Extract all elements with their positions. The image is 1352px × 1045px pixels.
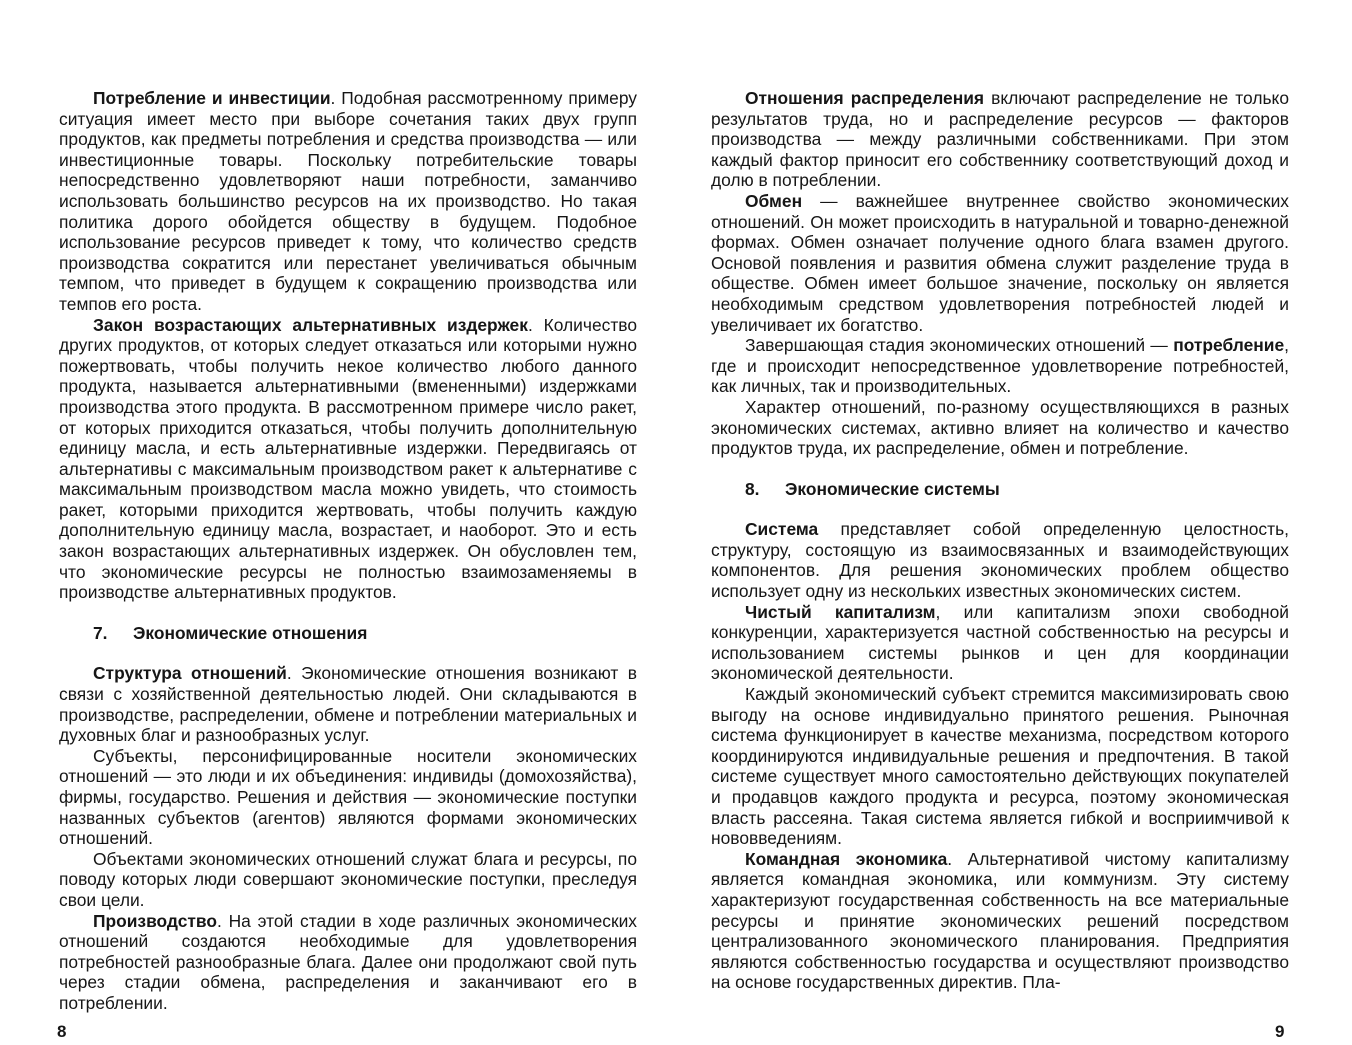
paragraph-consumption-investment <box>59 88 637 315</box>
term-system: Система <box>745 519 819 540</box>
paragraph-text: включают распределение не только результатов труда, но и распределение ресурсов — факторов производства — между различными собственниками. При этом каждый фактор приносит его собственнику соответствующий доход и долю в потреблении. <box>711 88 1289 191</box>
paragraph-command-economy <box>711 849 1289 993</box>
term-exchange: Обмен <box>745 190 803 211</box>
paragraph-increasing-costs-law <box>59 315 637 603</box>
section-heading-8 <box>711 479 1289 500</box>
paragraph-consumption <box>711 335 1289 397</box>
paragraph-relations-character: Характер отношений, по-разному осуществляющихся в разных экономических системах, активно влияет на количество и качество продуктов труда, их распределение, обмен и потребление. <box>711 396 1289 459</box>
section-title: Экономические системы <box>785 478 1000 499</box>
paragraph-text: , или капитализм эпохи свободной конкуренции, характеризуется частной собственностью на ресурсы и использованием системы рынков и цен для координации экономической деятельности. <box>711 601 1289 684</box>
section-heading-7 <box>59 623 637 644</box>
paragraph-text: . Альтернативой чистому капитализму является командная экономика, или коммунизм. Эту систему характеризуют государственная собственность на все материальные ресурсы и принятие экономических решений посредством централизованного экономического планирования. Предприятия являются собственностью государства и осуществляют производство на основе государственных директив. Пла- <box>711 848 1289 993</box>
paragraph-text: — важнейшее внутреннее свойство экономических отношений. Он может происходить в натуральной и товарно-денежной формах. Обмен означает получение одного блага взамен другого. Основой появления и развития обмена служит разделение труда в обществе. Обмен имеет большое значение, поскольку он является необходимым средством удовлетворения потребностей людей и увеличивает их богатство. <box>711 190 1289 335</box>
paragraph-pure-capitalism <box>711 602 1289 684</box>
paragraph-system <box>711 519 1289 601</box>
paragraph-objects: Объектами экономических отношений служат блага и ресурсы, по поводу которых люди совершают экономические поступки, преследуя свои цели. <box>59 848 637 910</box>
term-pure-capitalism: Чистый капитализм <box>745 601 936 622</box>
section-number: 8. <box>745 478 760 499</box>
paragraph-market-system: Каждый экономический субъект стремится максимизировать свою выгоду на основе индивидуально принятого решения. Рыночная система функционирует в качестве механизма, посредством которого координируются индивидуальные решения и предпочтения. В такой системе существует много самостоятельно действующих покупателей и продавцов каждого продукта и ресурса, поэтому экономическая власть рассеяна. Такая система является гибкой и восприимчивой к нововведениям. <box>711 684 1289 849</box>
paragraph-production <box>59 911 637 1014</box>
page-number-left: 8 <box>57 1022 67 1041</box>
paragraph-distribution <box>711 88 1289 191</box>
paragraph-subjects: Субъекты, персонифицированные носители экономических отношений — это люди и их объединения: индивиды (домохозяйства), фирмы, государство. Решения и действия — экономические поступки названных субъектов (агентов) являются формами экономических отношений. <box>59 745 637 849</box>
paragraph-text: . Подобная рассмотренному примеру ситуация имеет место при выборе сочетания таких двух групп продуктов, как предметы потребления и средства производства — или инвестиционные товары. Поскольку потребительские товары непосредственно удовлетворяют наши потребности, заманчиво использовать большинство ресурсов на их производство. Но такая политика дорого обойдется обществу в будущем. Подобное использование ресурсов приведет к тому, что количество средств производства сократится или перестанет увеличиваться обычным темпом, что приведет в будущем к сокращению производства или темпов его роста. <box>59 88 638 314</box>
paragraph-text: представляет собой определенную целостность, структуру, состоящую из взаимосвязанных и взаимодействующих компонентов. Для решения экономических проблем общество использует одну из нескольких известных экономических систем. <box>711 519 1289 602</box>
paragraph-relations-structure <box>59 663 637 745</box>
section-number: 7. <box>93 622 108 643</box>
term-production: Производство <box>93 910 218 931</box>
term-consumption-investment: Потребление и инвестиции <box>93 88 331 108</box>
paragraph-text: . Экономические отношения возникают в связи с хозяйственной деятельностью людей. Они складываются в производстве, распределении, обмене и потреблении материальных и духовных благ и разнообразных услуг. <box>59 663 637 746</box>
term-consumption: потребление <box>1173 335 1285 356</box>
paragraph-exchange <box>711 191 1289 335</box>
section-title: Экономические отношения <box>133 622 368 643</box>
paragraph-text: . На этой стадии в ходе различных экономических отношений создаются необходимые для удовлетворения потребностей разнообразные блага. Далее они продолжают свой путь через стадии обмена, распределения и заканчивают его в потреблении. <box>59 910 637 1013</box>
right-page <box>711 88 1289 993</box>
paragraph-text: . Количество других продуктов, от которых следует отказаться или которыми нужно пожертвовать, чтобы получить некое количество любого данного продукта, называется альтернативными (вмененными) издержками производства этого продукта. В рассмотренном примере число ракет, от которых приходится отказаться, чтобы получить дополнительную единицу масла, и есть альтернативные издержки. Передвигаясь от альтернативы с максимальным производством ракет к альтернативе с максимальным производством масла можно увидеть, что стоимость ракет, которыми приходится жертвовать, чтобы получить каждую дополнительную единицу масла, возрастает, и наоборот. Это и есть закон возрастающих альтернативных издержек. Он обусловлен тем, что экономические ресурсы не полностью взаимозаменяемы в производстве альтернативных продуктов. <box>59 314 637 603</box>
left-page <box>59 88 637 1014</box>
paragraph-text: , где и происходит непосредственное удовлетворение потребностей, как личных, так и производительных. <box>711 335 1289 397</box>
term-distribution: Отношения распределения <box>745 88 985 108</box>
term-relations-structure: Структура отношений <box>93 663 287 684</box>
term-increasing-costs-law: Закон возрастающих альтернативных издержек <box>93 314 528 335</box>
page-number-right: 9 <box>1275 1022 1285 1041</box>
paragraph-text: Завершающая стадия экономических отношений — <box>745 335 1174 356</box>
term-command-economy: Командная экономика <box>745 848 948 869</box>
